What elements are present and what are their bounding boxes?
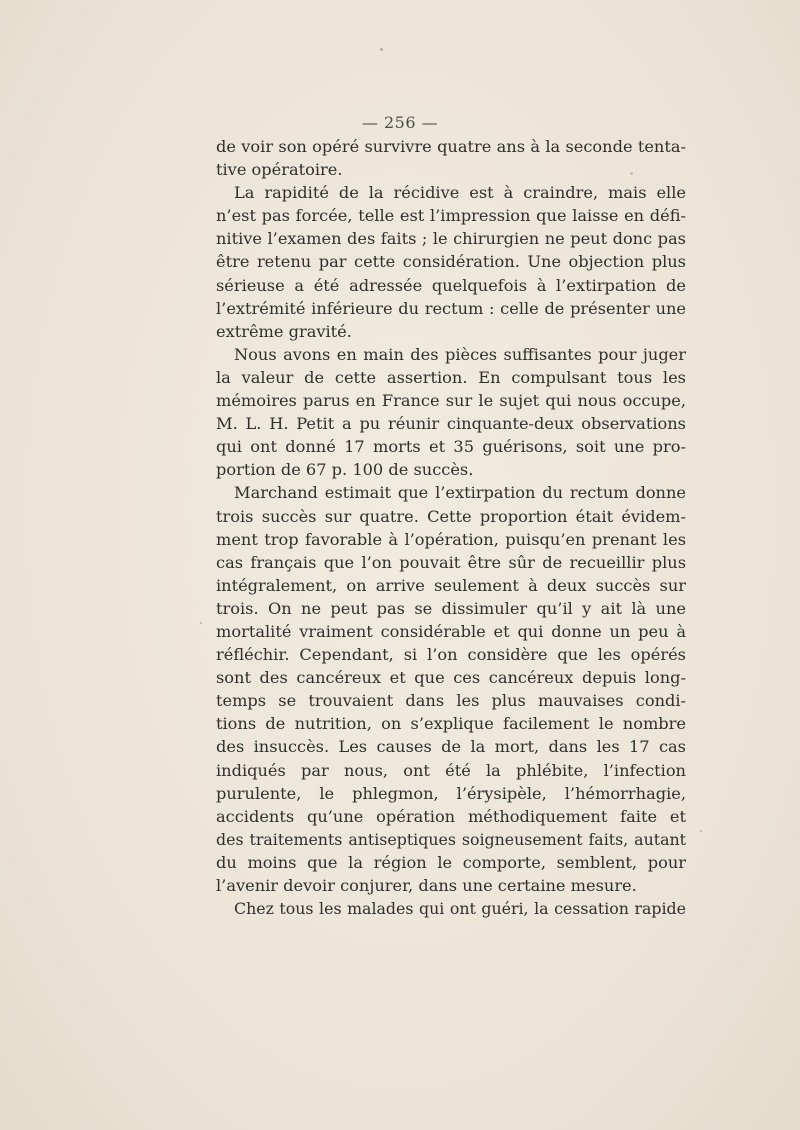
text-line: du moins que la région le comporte, semblent, pour — [216, 852, 686, 872]
text-line: des traitements antiseptiques soigneusement faits, autant — [216, 829, 686, 849]
paragraph — [216, 343, 686, 482]
paper-speck — [700, 830, 702, 832]
text-line: extrême gravité. — [216, 321, 352, 341]
text-line: indiqués par nous, ont été la phlébite, l’infection — [216, 760, 686, 780]
text-line: tive opératoire. — [216, 160, 343, 180]
paper-speck — [380, 48, 383, 51]
text-line: mortalité vraiment considérable et qui donne un peu à — [216, 621, 686, 641]
text-line: de voir son opéré survivre quatre ans à la seconde tenta- — [216, 137, 686, 156]
text-line: n’est pas forcée, telle est l’impression que laisse en défi- — [216, 206, 686, 226]
text-line: mémoires parus en France sur le sujet qui nous occupe, — [216, 391, 686, 411]
body-text — [216, 135, 686, 920]
text-line: trois succès sur quatre. Cette proportion était évidem- — [216, 506, 686, 526]
text-line: ment trop favorable à l’opération, puisqu’en prenant les — [216, 529, 686, 549]
text-line: portion de 67 p. 100 de succès. — [216, 460, 474, 480]
text-line: Marchand estimait que l’extirpation du rectum donne — [234, 483, 686, 503]
text-line: intégralement, on arrive seulement à deux succès sur — [216, 575, 686, 595]
text-line: l’avenir devoir conjurer, dans une certaine mesure. — [216, 876, 637, 895]
text-line: des insuccès. Les causes de la mort, dans les 17 cas — [216, 737, 686, 757]
text-line: tions de nutrition, on s’explique facilement le nombre — [216, 714, 686, 734]
text-line: qui ont donné 17 morts et 35 guérisons, soit une pro- — [216, 437, 686, 457]
paragraph — [216, 181, 686, 343]
text-line: réfléchir. Cependant, si l’on considère que les opérés — [216, 645, 686, 665]
page-number: — 256 — — [361, 113, 439, 132]
text-line: purulente, le phlegmon, l’érysipèle, l’hémorrhagie, — [216, 783, 686, 803]
text-line: nitive l’examen des faits ; le chirurgien ne peut donc pas — [216, 229, 686, 249]
text-line: accidents qu’une opération méthodiquement faite et — [216, 806, 686, 826]
text-line: La rapidité de la récidive est à craindre, mais elle — [234, 183, 686, 203]
text-line: sont des cancéreux et que ces cancéreux depuis long- — [216, 668, 686, 688]
text-line: être retenu par cette considération. Une objection plus — [216, 252, 686, 272]
text-line: M. L. H. Petit a pu réunir cinquante-deux observations — [216, 414, 686, 434]
text-line: Nous avons en main des pièces suffisantes pour juger — [234, 344, 686, 364]
text-line: sérieuse a été adressée quelquefois à l’extirpation de — [216, 275, 686, 295]
text-line: Chez tous les malades qui ont guéri, la cessation rapide — [234, 899, 686, 919]
text-line: temps se trouvaient dans les plus mauvaises condi- — [216, 691, 686, 711]
paragraph — [216, 897, 686, 920]
paragraph — [216, 481, 686, 897]
paper-speck — [200, 622, 202, 624]
text-line: l’extrémité inférieure du rectum : celle de présenter une — [216, 298, 686, 318]
text-line: la valeur de cette assertion. En compulsant tous les — [216, 367, 686, 387]
paragraph — [216, 135, 686, 181]
paper-speck — [630, 172, 633, 175]
text-line: cas français que l’on pouvait être sûr de recueillir plus — [216, 552, 686, 572]
text-line: trois. On ne peut pas se dissimuler qu’il y ait là une — [216, 598, 686, 618]
